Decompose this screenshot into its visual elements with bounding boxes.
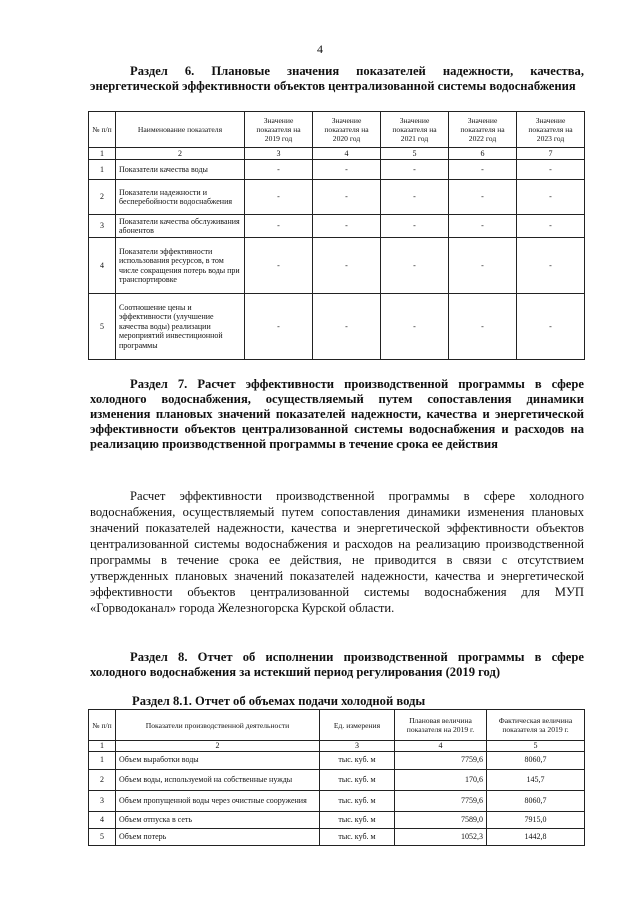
value-cell: - <box>517 238 585 294</box>
row-number: 4 <box>89 811 116 828</box>
indicator-name: Показатели качества обслуживания абонентов <box>116 215 245 238</box>
value-cell: - <box>381 215 449 238</box>
value-cell: - <box>245 160 313 180</box>
indicator-name: Объем воды, используемой на собственные нужды <box>116 769 320 790</box>
row-number: 3 <box>89 790 116 811</box>
col-header-fact: Фактическая величина показателя за 2019 г. <box>487 710 585 741</box>
col-number: 5 <box>487 741 585 752</box>
section81-column-numbers-row <box>89 741 585 752</box>
plan-value: 1052,3 <box>395 828 487 845</box>
row-number: 1 <box>89 751 116 769</box>
col-header-indicator: Показатели производственной деятельности <box>116 710 320 741</box>
unit-cell: тыс. куб. м <box>320 790 395 811</box>
row-number: 4 <box>89 238 116 294</box>
col-number: 7 <box>517 148 585 160</box>
section6-title: Раздел 6. Плановые значения показателей надежности, качества, энергетической эффективности объектов централизованной системы водоснабжения <box>90 64 584 93</box>
col-header-plan: Плановая величина показателя на 2019 г. <box>395 710 487 741</box>
section81-header-row <box>89 710 585 741</box>
col-number: 1 <box>89 148 116 160</box>
col-header-unit: Ед. измерения <box>320 710 395 741</box>
value-cell: - <box>313 294 381 360</box>
value-cell: - <box>449 294 517 360</box>
fact-value: 7915,0 <box>487 811 585 828</box>
fact-value: 8060,7 <box>487 751 585 769</box>
plan-value: 7759,6 <box>395 751 487 769</box>
table-row <box>89 828 585 845</box>
value-cell: - <box>313 238 381 294</box>
col-header-2020: Значение показателя на 2020 год <box>313 112 381 148</box>
value-cell: - <box>245 215 313 238</box>
value-cell: - <box>381 294 449 360</box>
value-cell: - <box>245 238 313 294</box>
col-number: 6 <box>449 148 517 160</box>
section6-column-numbers-row <box>89 148 585 160</box>
col-number: 4 <box>313 148 381 160</box>
unit-cell: тыс. куб. м <box>320 811 395 828</box>
col-header-num: № п/п <box>89 710 116 741</box>
value-cell: - <box>313 160 381 180</box>
indicator-name: Показатели надежности и бесперебойности водоснабжения <box>116 180 245 215</box>
fact-value: 1442,8 <box>487 828 585 845</box>
plan-value: 170,6 <box>395 769 487 790</box>
col-header-name: Наименование показателя <box>116 112 245 148</box>
indicator-name: Показатели качества воды <box>116 160 245 180</box>
table-row <box>89 215 585 238</box>
col-number: 5 <box>381 148 449 160</box>
value-cell: - <box>381 238 449 294</box>
plan-value: 7759,6 <box>395 790 487 811</box>
section6-header-row <box>89 112 585 148</box>
col-number: 1 <box>89 741 116 752</box>
value-cell: - <box>313 215 381 238</box>
row-number: 3 <box>89 215 116 238</box>
indicator-name: Объем потерь <box>116 828 320 845</box>
table-row <box>89 790 585 811</box>
table-row <box>89 811 585 828</box>
section7-title: Раздел 7. Расчет эффективности производственной программы в сфере холодного водоснабжения, осуществляемый путем сопоставления динамики изменения плановых значений показателей надежности, качества и энергетической эффективности объектов централизованной системы водоснабжения и расходов на реализацию производственной программы в течение срока ее действия <box>90 377 584 451</box>
plan-value: 7589,0 <box>395 811 487 828</box>
col-header-num: № п/п <box>89 112 116 148</box>
col-header-2023: Значение показателя на 2023 год <box>517 112 585 148</box>
indicator-name: Показатели эффективности использования ресурсов, в том числе сокращения потерь воды при транспортировке <box>116 238 245 294</box>
unit-cell: тыс. куб. м <box>320 828 395 845</box>
fact-value: 8060,7 <box>487 790 585 811</box>
value-cell: - <box>517 180 585 215</box>
row-number: 5 <box>89 294 116 360</box>
value-cell: - <box>517 160 585 180</box>
indicator-name: Объем пропущенной воды через очистные сооружения <box>116 790 320 811</box>
value-cell: - <box>449 215 517 238</box>
indicator-name: Объем отпуска в сеть <box>116 811 320 828</box>
section7-paragraph: Расчет эффективности производственной программы в сфере холодного водоснабжения, осуществляемый путем сопоставления динамики изменения плановых значений показателей надежности, качества и энергетической эффективности объектов централизованной системы водоснабжения и расходов на реализацию производственной программы в течение срока ее действия, не приводится в связи с отсутствием утвержденных плановых значений показателей надежности, качества и энергетической эффективности объектов централизованной системы водоснабжения для МУП «Горводоканал» города Железногорска Курской области. <box>90 489 584 615</box>
col-number: 3 <box>245 148 313 160</box>
table-row <box>89 294 585 360</box>
fact-value: 145,7 <box>487 769 585 790</box>
unit-cell: тыс. куб. м <box>320 769 395 790</box>
value-cell: - <box>381 160 449 180</box>
page-number: 4 <box>317 42 323 56</box>
row-number: 2 <box>89 769 116 790</box>
value-cell: - <box>517 294 585 360</box>
value-cell: - <box>245 180 313 215</box>
section81-title: Раздел 8.1. Отчет об объемах подачи холодной воды <box>132 694 426 708</box>
row-number: 5 <box>89 828 116 845</box>
unit-cell: тыс. куб. м <box>320 751 395 769</box>
table-row <box>89 160 585 180</box>
row-number: 2 <box>89 180 116 215</box>
col-number: 4 <box>395 741 487 752</box>
row-number: 1 <box>89 160 116 180</box>
col-header-2021: Значение показателя на 2021 год <box>381 112 449 148</box>
value-cell: - <box>517 215 585 238</box>
indicator-name: Объем выработки воды <box>116 751 320 769</box>
indicator-name: Соотношение цены и эффективности (улучшение качества воды) реализации мероприятий инвестиционной программы <box>116 294 245 360</box>
value-cell: - <box>449 160 517 180</box>
table-row <box>89 238 585 294</box>
table-row <box>89 180 585 215</box>
section8-title: Раздел 8. Отчет об исполнении производственной программы в сфере холодного водоснабжения за истекший период регулирования (2019 год) <box>90 650 584 679</box>
value-cell: - <box>449 238 517 294</box>
col-header-2019: Значение показателя на 2019 год <box>245 112 313 148</box>
col-number: 2 <box>116 148 245 160</box>
table-row <box>89 751 585 769</box>
col-number: 2 <box>116 741 320 752</box>
value-cell: - <box>381 180 449 215</box>
col-number: 3 <box>320 741 395 752</box>
table-row <box>89 769 585 790</box>
col-header-2022: Значение показателя на 2022 год <box>449 112 517 148</box>
value-cell: - <box>449 180 517 215</box>
value-cell: - <box>313 180 381 215</box>
value-cell: - <box>245 294 313 360</box>
section81-table <box>88 709 585 846</box>
section6-table <box>88 111 585 360</box>
